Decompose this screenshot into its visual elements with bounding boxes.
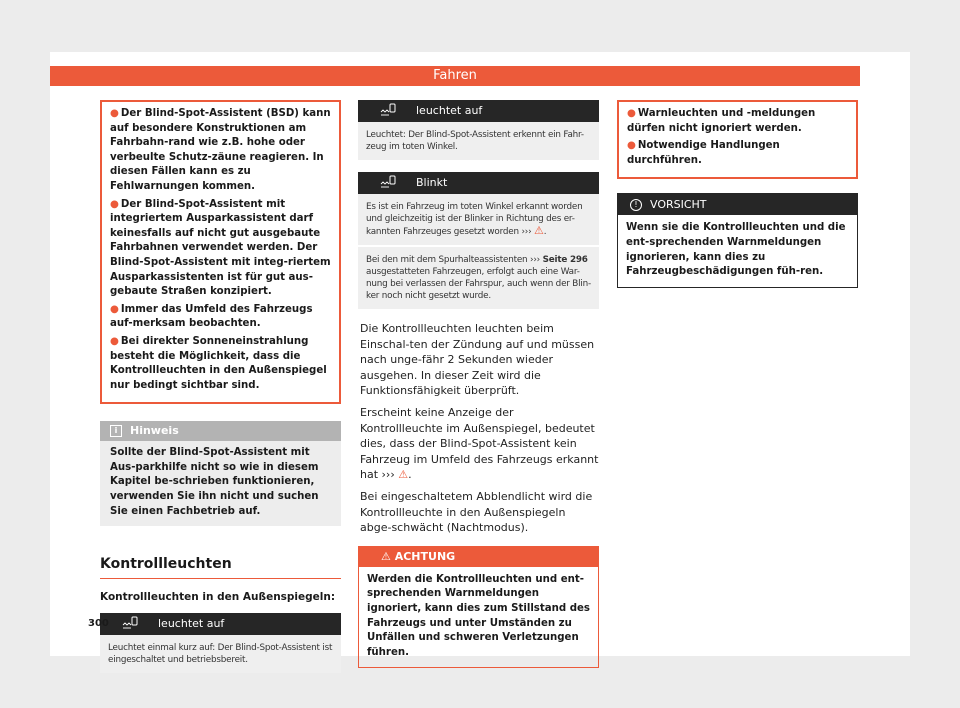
list-item: ● Warnleuchten und -meldungen dürfen nicht ignoriert werden.	[627, 108, 816, 134]
bullet-icon: ●	[110, 335, 119, 347]
lamp-description: Leuchtet: Der Blind-Spot-Assistent erkennt ein Fahr-zeug im toten Winkel.	[358, 122, 599, 160]
column-1	[100, 100, 341, 673]
bullet-icon: ●	[110, 198, 119, 210]
warning-bullet-box	[617, 100, 858, 179]
cross-reference-arrows: ›››	[530, 255, 540, 265]
list-item: ● Der Blind-Spot-Assistent mit integriertem Ausparkassistent darf keinesfalls auf nicht gut ausgebaute Fahrbahnen verwendet werden. Der Blind-Spot-Assistent mit integ-riertem Ausparkassistenten ist für gut aus-gebaute Straßen konzipiert.	[110, 198, 331, 298]
lamp-header	[358, 100, 599, 122]
bullet-icon: ●	[627, 140, 636, 152]
list-item: ● Bei direkter Sonneneinstrahlung besteht die Möglichkeit, dass die Kontrollleuchten in den Außenspiegel nur bedingt sichtbar sind.	[110, 335, 327, 391]
list-item: ● Der Blind-Spot-Assistent (BSD) kann auf besondere Konstruktionen am Fahrbahn-rand wie z.B. hohe oder verbeulte Schutz-zäune reagieren. In diesen Fällen kann es zu Fehlwarnungen kommen.	[110, 108, 331, 192]
cross-reference-arrows: ›››	[381, 468, 395, 482]
lamp-label: Blinkt	[416, 176, 448, 189]
warning-icon: ⚠	[381, 549, 391, 563]
vorsicht-text: Wenn sie die Kontrollleuchten und die ent-sprechenden Warnmeldungen ignorieren, kann dies zu Fahrzeugbeschädigungen füh-ren.	[626, 222, 846, 278]
hint-box	[100, 421, 341, 526]
lamp-label: leuchtet auf	[416, 104, 483, 117]
caution-header	[359, 547, 598, 567]
column-2	[358, 100, 599, 668]
blind-spot-icon	[378, 175, 398, 191]
caution-title: ACHTUNG	[394, 549, 456, 563]
caution-box	[358, 546, 599, 669]
section-title: Kontrollleuchten	[100, 556, 232, 573]
chapter-header: Fahren	[50, 66, 860, 86]
page-number: 300	[88, 618, 109, 629]
lamp-table-blink	[358, 172, 599, 309]
warning-icon: ⚠	[534, 224, 544, 237]
warning-icon: ⚠	[398, 468, 409, 482]
list-item: ● Immer das Umfeld des Fahrzeugs auf-merksam beobachten.	[110, 303, 313, 330]
bullet-icon: ●	[110, 108, 119, 119]
blind-spot-icon	[378, 103, 398, 119]
caution-text: Werden die Kontrollleuchten und ent-sprechenden Warnmeldungen ignoriert, kann dies zum Stillstand des Fahrzeugs und unter Umständen zu Unfällen und schweren Verletzungen führen.	[367, 573, 590, 658]
lamp-description: Leuchtet einmal kurz auf: Der Blind-Spot-Assistent ist eingeschaltet und betriebsbereit.	[100, 635, 341, 673]
info-icon: i	[110, 425, 122, 437]
paragraph: Die Kontrollleuchten leuchten beim Einschal-ten der Zündung auf und müssen nach unge-fähr 2 Sekunden wieder ausgehen. In dieser Zeit wird die Funktionsfähigkeit überprüft.	[360, 322, 595, 398]
lamp-description: Es ist ein Fahrzeug im toten Winkel erkannt worden und gleichzeitig ist der Blinker in Richtung des er-kannten Fahrzeuges gesetzt worden ››› ⚠.	[358, 194, 599, 245]
lamp-label: leuchtet auf	[158, 617, 225, 631]
vorsicht-box	[617, 193, 858, 287]
page-reference-link[interactable]: Seite 296	[542, 255, 588, 265]
paragraph: Erscheint keine Anzeige der Kontrollleuchte im Außenspiegel, bedeutet dies, dass der Blind-Spot-Assistent kein Fahrzeug im Umfeld des Fahrzeugs erkannt hat ››› ⚠.	[360, 405, 599, 482]
lamp-table	[100, 613, 341, 673]
hint-text: Sollte der Blind-Spot-Assistent mit Aus-parkhilfe nicht so wie in diesem Kapitel be-schrieben funktionieren, verwenden Sie ihn nicht und suchen Sie einen Fachbetrieb auf.	[100, 441, 341, 526]
vorsicht-header	[618, 194, 857, 215]
lamp-header	[358, 172, 599, 194]
body-text-block	[358, 321, 599, 536]
section-divider	[100, 578, 341, 579]
vorsicht-title: VORSICHT	[650, 198, 707, 212]
lamp-table-lit	[358, 100, 599, 160]
sub-title: Kontrollleuchten in den Außenspiegeln:	[100, 591, 336, 604]
blind-spot-icon	[120, 616, 140, 632]
hint-title: Hinweis	[130, 424, 179, 438]
column-3	[617, 100, 858, 288]
lamp-header	[100, 613, 341, 635]
paragraph: Bei eingeschaltetem Abblendlicht wird die Kontrollleuchte in den Außenspiegeln abge-schwächt (Nachtmodus).	[360, 489, 593, 535]
hint-header	[100, 421, 341, 441]
cross-reference-arrows: ›››	[521, 227, 532, 237]
list-item: ● Notwendige Handlungen durchführen.	[627, 140, 780, 166]
bullet-icon: ●	[110, 303, 119, 315]
warning-bullet-box	[100, 100, 341, 404]
bullet-icon: ●	[627, 108, 636, 119]
lamp-description: Bei den mit dem Spurhalteassistenten ››› Seite 296 ausgestatteten Fahrzeugen, erfolgt auch eine War-nung bei verlassen der Fahrspur, auch wenn der Blin-ker noch nicht gesetzt wurde.	[358, 245, 599, 309]
alert-circle-icon: !	[630, 199, 642, 211]
